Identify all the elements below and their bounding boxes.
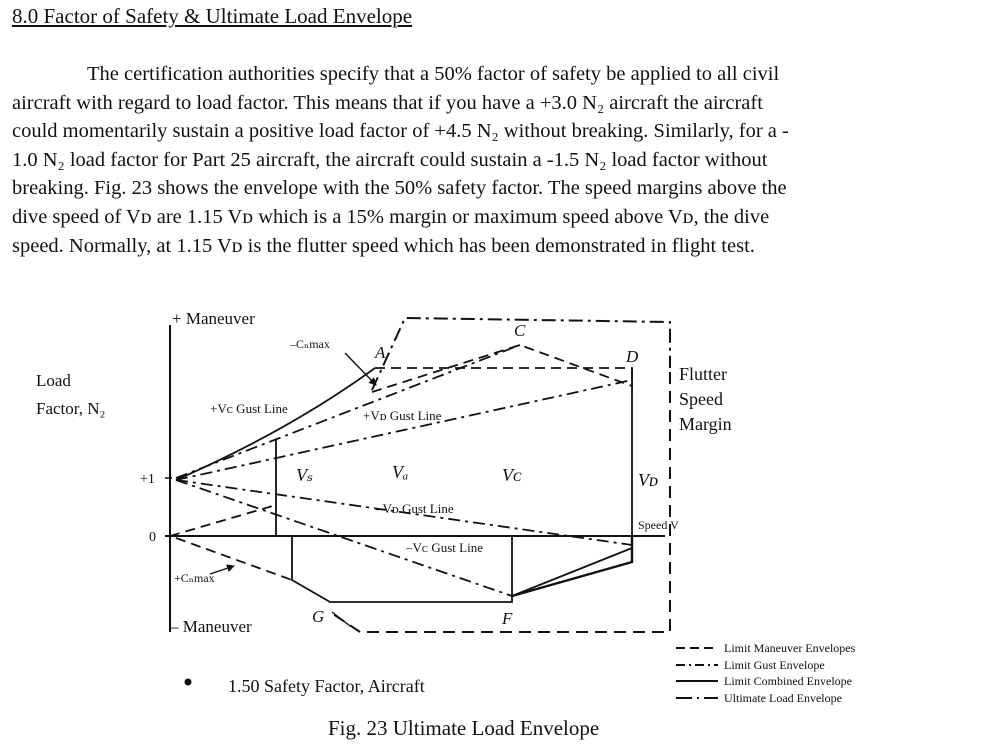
paragraph-line: aircraft with regard to load factor. This means that if you have a +3.0 N₂ aircraft the aircraft	[12, 91, 763, 114]
g-arrow	[332, 612, 350, 626]
legend-gust-label: Limit Gust Envelope	[724, 658, 825, 672]
point-g-label: G	[312, 607, 325, 626]
va-label: Vₐ	[392, 462, 409, 482]
negative-envelope-right-dash	[512, 548, 632, 596]
flutter-label-2: Speed	[679, 389, 723, 409]
bullet-text: 1.50 Safety Factor, Aircraft	[228, 676, 425, 696]
point-a-label: A	[375, 343, 386, 362]
plus-maneuver-label: + Maneuver	[172, 309, 255, 328]
paragraph-line: dive speed of Vᴅ are 1.15 Vᴅ which is a 15% margin or maximum speed above Vᴅ, the dive	[12, 205, 770, 228]
vc-label: Vᴄ	[502, 465, 522, 485]
maneuver-envelope-top	[375, 368, 632, 386]
paragraph-line: speed. Normally, at 1.15 Vᴅ is the flutter speed which has been demonstrated in flight test.	[12, 234, 755, 257]
cnmax-top-arrow	[345, 353, 376, 385]
vd-gust-top-label: +Vᴅ Gust Line	[363, 408, 442, 423]
tick-label-plus1: +1	[140, 472, 155, 487]
legend-maneuver-label: Limit Maneuver Envelopes	[724, 641, 856, 655]
cnmax-bottom-label: +Cₙmax	[174, 571, 215, 585]
point-d-label: D	[626, 347, 639, 366]
flutter-label-1: Flutter	[679, 364, 727, 384]
legend-combined-label: Limit Combined Envelope	[724, 674, 852, 688]
legend-ultimate-label: Ultimate Load Envelope	[724, 691, 842, 705]
bullet-dot	[185, 679, 192, 686]
flutter-label-3: Margin	[679, 414, 732, 434]
figure-caption: Fig. 23 Ultimate Load Envelope	[328, 716, 600, 740]
vs-label: Vₛ	[296, 465, 314, 485]
section-heading: 8.0 Factor of Safety & Ultimate Load Envelope	[12, 4, 413, 28]
vd-label: Vᴅ	[638, 470, 659, 490]
vc-gust-top-label: +Vᴄ Gust Line	[210, 401, 288, 416]
vd-gust-bottom-label: –Vᴅ Gust Line	[376, 501, 454, 516]
paragraph-line: 1.0 N₂ load factor for Part 25 aircraft, the aircraft could sustain a -1.5 N₂ load factor without	[12, 148, 768, 171]
paragraph-line: could momentarily sustain a positive load factor of +4.5 N₂ without breaking. Similarly, for a -	[12, 120, 789, 143]
y-axis-label-2: Factor, N₂	[36, 399, 106, 418]
point-f-label: F	[502, 609, 513, 628]
cnmax-top-label: –Cₙmax	[290, 337, 330, 351]
vc-gust-line-bottom	[176, 480, 512, 596]
point-c-label: C	[514, 321, 526, 340]
tick-label-zero: 0	[149, 530, 156, 545]
paragraph-line: breaking. Fig. 23 shows the envelope with the 50% safety factor. The speed margins above the	[12, 177, 787, 200]
maneuver-lower	[170, 505, 276, 536]
paragraph-line: The certification authorities specify that a 50% factor of safety be applied to all civil	[87, 63, 780, 85]
speed-axis-label: Speed V	[638, 518, 679, 532]
vc-gust-bottom-label: –Vᴄ Gust Line	[406, 540, 483, 555]
y-axis-label-1: Load	[36, 371, 71, 390]
negative-envelope-right	[512, 536, 632, 596]
minus-maneuver-label: – Maneuver	[170, 617, 252, 636]
